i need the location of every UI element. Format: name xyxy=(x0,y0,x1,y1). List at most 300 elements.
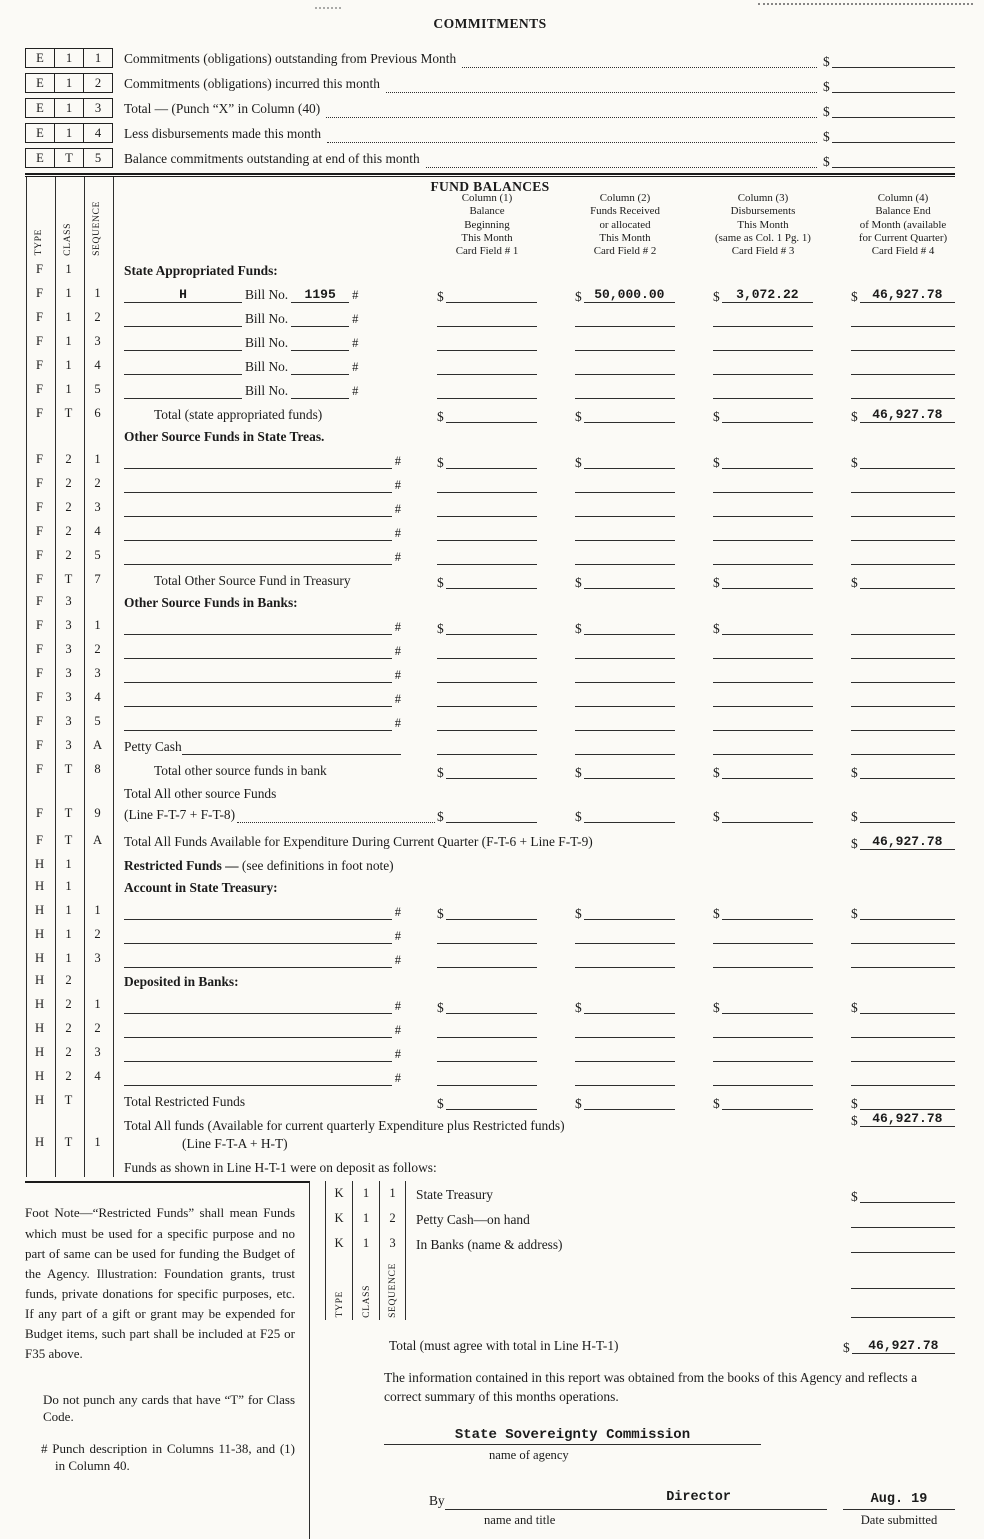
punch-hash: # xyxy=(352,312,359,327)
code-cell: H xyxy=(34,857,45,872)
deposit-label xyxy=(406,1256,851,1320)
dollar-sign: $ xyxy=(851,455,858,471)
code-cell: 1 xyxy=(65,286,72,301)
fill-line[interactable] xyxy=(832,53,955,68)
amount-cell xyxy=(851,740,955,755)
fill-line[interactable] xyxy=(860,454,955,469)
fill-line[interactable] xyxy=(851,478,955,493)
fill-line[interactable] xyxy=(584,808,675,823)
amount-cell xyxy=(851,999,955,1014)
fill-line[interactable] xyxy=(713,668,813,683)
row-description xyxy=(112,502,437,517)
blank-entry-line[interactable] xyxy=(124,954,392,968)
fill-line[interactable] xyxy=(575,1047,675,1062)
code-cell: 5 xyxy=(94,714,101,729)
bill-number-line[interactable] xyxy=(291,385,349,399)
row-description xyxy=(112,880,437,896)
fill-line[interactable] xyxy=(713,336,813,351)
fund-row xyxy=(25,1111,955,1153)
fill-line[interactable] xyxy=(832,103,955,118)
code-cell: 4 xyxy=(94,524,101,539)
fill-line[interactable] xyxy=(584,574,675,589)
row-description xyxy=(112,1023,437,1038)
fill-line[interactable] xyxy=(575,953,675,968)
blank-entry-line[interactable] xyxy=(124,503,392,517)
code-cell: 1 xyxy=(54,98,84,118)
fill-line[interactable] xyxy=(437,526,537,541)
fill-line[interactable] xyxy=(851,502,955,517)
agency-name-value: State Sovereignty Commission xyxy=(454,1426,691,1443)
blank-entry-line[interactable] xyxy=(124,645,392,659)
fill-line[interactable] xyxy=(584,620,675,635)
fill-line[interactable] xyxy=(713,478,813,493)
fill-line[interactable] xyxy=(722,808,813,823)
fill-line[interactable] xyxy=(437,550,537,565)
fill-line[interactable] xyxy=(437,502,537,517)
fill-line[interactable] xyxy=(851,1047,955,1062)
code-cell: 1 xyxy=(94,997,101,1012)
amount-cell xyxy=(713,1095,851,1110)
blank-entry-line[interactable] xyxy=(124,527,392,541)
amount-cell xyxy=(713,360,851,375)
fill-line[interactable] xyxy=(851,620,955,635)
fill-line[interactable] xyxy=(575,740,675,755)
code-cell: E xyxy=(25,73,55,93)
amount-cell xyxy=(851,384,955,399)
fill-line[interactable] xyxy=(437,716,537,731)
fill-line[interactable] xyxy=(851,929,955,944)
fill-line[interactable] xyxy=(851,550,955,565)
fill-line[interactable] xyxy=(851,1289,955,1318)
fill-line[interactable] xyxy=(575,384,675,399)
fill-line[interactable] xyxy=(584,764,675,779)
punch-hash: # xyxy=(394,905,401,920)
footnote-box xyxy=(25,1181,310,1539)
code-cell xyxy=(54,1174,83,1176)
dollar-sign: $ xyxy=(437,765,444,781)
fill-line[interactable] xyxy=(851,953,955,968)
fill-line[interactable] xyxy=(575,1071,675,1086)
fill-line[interactable] xyxy=(437,384,537,399)
code-cell: H xyxy=(34,1135,45,1150)
blank-entry-line[interactable] xyxy=(182,741,401,755)
fill-line[interactable] xyxy=(575,478,675,493)
fill-line[interactable] xyxy=(584,1095,675,1110)
amount-cell xyxy=(575,502,713,517)
fill-line[interactable] xyxy=(446,905,537,920)
punch-hash: # xyxy=(394,502,401,517)
fill-line[interactable] xyxy=(575,929,675,944)
fill-line[interactable] xyxy=(852,1339,955,1354)
fill-line[interactable] xyxy=(860,835,955,850)
dollar-sign: $ xyxy=(437,455,444,471)
fund-row xyxy=(25,756,955,780)
fill-line[interactable] xyxy=(860,764,955,779)
code-cell: 4 xyxy=(83,123,113,143)
fill-line[interactable] xyxy=(851,336,955,351)
bill-number-line[interactable] xyxy=(291,337,349,351)
row-description xyxy=(112,478,437,493)
bill-prefix-line[interactable] xyxy=(124,313,242,327)
fill-line[interactable] xyxy=(832,78,955,93)
amount-cell xyxy=(437,312,575,327)
fill-line[interactable] xyxy=(713,1023,813,1038)
deposit-row xyxy=(318,1231,955,1256)
fill-line[interactable] xyxy=(722,574,813,589)
amount-cell xyxy=(851,668,955,683)
code-cell: 5 xyxy=(94,382,101,397)
code-cell: H xyxy=(34,973,45,988)
amount-cell xyxy=(713,716,851,731)
column-header-line: This Month xyxy=(599,231,651,244)
amount-cell xyxy=(851,1231,955,1256)
blank-entry-line[interactable] xyxy=(124,693,392,707)
code-cell: 2 xyxy=(65,1021,72,1036)
blank-entry-line[interactable] xyxy=(124,669,392,683)
row-description xyxy=(112,786,437,823)
fill-line[interactable] xyxy=(575,668,675,683)
typed-value: 46,927.78 xyxy=(872,834,943,850)
fill-line[interactable] xyxy=(584,905,675,920)
fill-line[interactable] xyxy=(575,550,675,565)
code-cell: 3 xyxy=(379,1231,406,1256)
fill-line[interactable] xyxy=(584,999,675,1014)
bill-no-label: Bill No. xyxy=(245,287,289,303)
axis-label: CLASS xyxy=(62,222,73,256)
amount-cell xyxy=(437,574,575,589)
fill-line[interactable] xyxy=(713,692,813,707)
code-cell: T xyxy=(64,833,73,848)
amount-cell xyxy=(713,550,851,565)
code-cell: H xyxy=(34,951,45,966)
fill-line[interactable] xyxy=(860,1188,955,1203)
amount-cell xyxy=(713,408,851,423)
fill-line[interactable] xyxy=(446,408,537,423)
blank-entry-line[interactable] xyxy=(124,1072,392,1086)
column-header-line: Card Field # 1 xyxy=(455,245,519,258)
fill-line[interactable] xyxy=(713,360,813,375)
amount-cell xyxy=(851,1112,955,1127)
commitment-row xyxy=(25,68,955,93)
amount-cell xyxy=(575,764,713,779)
fund-row xyxy=(25,945,955,969)
code-cell xyxy=(25,443,54,445)
amount-cell xyxy=(575,360,713,375)
fill-line[interactable] xyxy=(713,550,813,565)
code-cell: 2 xyxy=(94,476,101,491)
fill-line[interactable] xyxy=(851,1238,955,1253)
bill-prefix-line[interactable] xyxy=(124,361,242,375)
fill-line[interactable] xyxy=(722,620,813,635)
fill-line[interactable] xyxy=(860,1112,955,1127)
fill-line[interactable] xyxy=(713,312,813,327)
total-subrow xyxy=(124,807,437,823)
blank-entry-line[interactable] xyxy=(124,621,392,635)
fill-line[interactable] xyxy=(584,454,675,469)
fill-line[interactable] xyxy=(713,384,813,399)
fill-line[interactable] xyxy=(860,288,955,303)
amount-cell xyxy=(437,502,575,517)
row-description xyxy=(112,739,437,755)
fill-line[interactable] xyxy=(851,668,955,683)
code-cell: 5 xyxy=(83,148,113,168)
fill-line[interactable] xyxy=(860,408,955,423)
fill-line[interactable] xyxy=(446,999,537,1014)
fill-line[interactable] xyxy=(851,1213,955,1228)
fill-line[interactable] xyxy=(713,1071,813,1086)
blank-entry-line[interactable] xyxy=(124,1000,392,1014)
code-cell: 5 xyxy=(94,548,101,563)
amount-cell xyxy=(851,1206,955,1231)
fund-row xyxy=(25,1015,955,1039)
blank-entry-line[interactable] xyxy=(124,906,392,920)
fill-line[interactable] xyxy=(575,360,675,375)
date-submitted-value: Aug. 19 xyxy=(870,1491,928,1507)
dollar-sign: $ xyxy=(575,1000,582,1016)
blank-entry-line[interactable] xyxy=(124,455,392,469)
deposit-total-label: Total (must agree with total in Line H-T-1) xyxy=(389,1338,619,1354)
amount-cell xyxy=(575,929,713,944)
fill-line[interactable] xyxy=(860,1095,955,1110)
fill-line[interactable] xyxy=(851,384,955,399)
fill-line[interactable] xyxy=(851,644,955,659)
amount-cell xyxy=(575,454,713,469)
fill-line[interactable] xyxy=(851,692,955,707)
row-description xyxy=(112,1071,437,1086)
fill-line[interactable] xyxy=(713,644,813,659)
fill-line[interactable] xyxy=(713,953,813,968)
fill-line[interactable] xyxy=(575,716,675,731)
fill-line[interactable] xyxy=(437,1071,537,1086)
punch-hash: # xyxy=(352,336,359,351)
commitments-title: COMMITMENTS xyxy=(433,16,547,31)
code-cell xyxy=(25,1174,54,1176)
row-description xyxy=(112,858,437,874)
code-cell: 1 xyxy=(65,334,72,349)
amount-cell xyxy=(851,574,955,589)
code-cell: 3 xyxy=(65,738,72,753)
code-cell: 2 xyxy=(94,927,101,942)
fund-table-body xyxy=(25,258,955,1177)
bill-prefix-line[interactable] xyxy=(124,385,242,399)
total-sublabel: (Line F-T-A + H-T) xyxy=(182,1136,288,1152)
code-cell xyxy=(83,1108,112,1110)
amount-cell xyxy=(575,953,713,968)
dollar-sign: $ xyxy=(575,289,582,305)
amount-cell xyxy=(713,288,851,303)
fill-line[interactable] xyxy=(437,1047,537,1062)
blank-entry-line[interactable] xyxy=(124,1048,392,1062)
amount-cell xyxy=(713,999,851,1014)
deposit-and-signature xyxy=(310,1181,955,1539)
row-description xyxy=(112,905,437,920)
blank-entry-line[interactable] xyxy=(124,1024,392,1038)
fill-line[interactable] xyxy=(437,644,537,659)
fill-line[interactable] xyxy=(851,360,955,375)
code-cells xyxy=(25,73,112,93)
blank-entry-line[interactable] xyxy=(124,551,392,565)
fund-row xyxy=(25,446,955,470)
fill-line[interactable] xyxy=(722,764,813,779)
code-cell: 3 xyxy=(65,714,72,729)
fill-line[interactable] xyxy=(575,502,675,517)
fill-line[interactable] xyxy=(575,1023,675,1038)
code-cell: 2 xyxy=(379,1206,406,1231)
commitment-label: Commitments (obligations) incurred this month xyxy=(124,76,380,91)
dollar-sign: $ xyxy=(437,409,444,425)
fill-line[interactable] xyxy=(437,336,537,351)
fill-line[interactable] xyxy=(575,526,675,541)
column-header-line: Balance End xyxy=(875,205,931,218)
fill-line[interactable] xyxy=(437,360,537,375)
fill-line[interactable] xyxy=(446,1095,537,1110)
column-header-line: for Current Quarter) xyxy=(858,231,948,244)
bill-prefix-line[interactable] xyxy=(124,289,242,303)
fill-line[interactable] xyxy=(832,153,955,168)
blank-entry-line[interactable] xyxy=(124,479,392,493)
code-cell: E xyxy=(25,148,55,168)
fill-line[interactable] xyxy=(437,1023,537,1038)
fill-line[interactable] xyxy=(851,1071,955,1086)
deposit-row xyxy=(318,1206,955,1231)
fill-line[interactable] xyxy=(575,312,675,327)
code-cell: T xyxy=(54,148,84,168)
fill-line[interactable] xyxy=(860,574,955,589)
amount-cell xyxy=(575,336,713,351)
fill-line[interactable] xyxy=(713,740,813,755)
code-cell: 2 xyxy=(65,1069,72,1084)
fill-line[interactable] xyxy=(722,999,813,1014)
code-cell: 1 xyxy=(65,262,72,277)
fill-line[interactable] xyxy=(722,408,813,423)
blank-entry-line[interactable] xyxy=(124,717,392,731)
fill-line[interactable] xyxy=(851,1023,955,1038)
bill-number-line[interactable] xyxy=(291,289,349,303)
amount-cell xyxy=(575,1095,713,1110)
bill-prefix-line[interactable] xyxy=(124,337,242,351)
bill-number-line[interactable] xyxy=(291,313,349,327)
section-heading-note: (see definitions in foot note) xyxy=(238,858,394,874)
fill-line[interactable] xyxy=(722,905,813,920)
fill-line[interactable] xyxy=(584,408,675,423)
date-submitted-field[interactable] xyxy=(843,1490,955,1511)
row-description xyxy=(112,668,437,683)
certification-text: The information contained in this report was obtained from the books of this Agency and reflects a correct summary of this months operations. xyxy=(384,1370,918,1404)
code-cell: 3 xyxy=(94,334,101,349)
dollar-sign: $ xyxy=(575,809,582,825)
commitment-label: Balance commitments outstanding at end of this month xyxy=(124,151,420,166)
fund-row xyxy=(25,424,955,446)
fill-line[interactable] xyxy=(722,454,813,469)
amount-cell xyxy=(713,929,851,944)
fill-line[interactable] xyxy=(437,312,537,327)
fill-line[interactable] xyxy=(860,999,955,1014)
fund-row xyxy=(25,400,955,424)
fill-line[interactable] xyxy=(437,692,537,707)
footnote-text: Foot Note—“Restricted Funds” shall mean Funds which must be used for a specific purpose and no part of same can be used for funding the Budget of the Agency. Illustration: Foundation grants, trust funds, private donations for specific purposes, etc. If any part of a gift or grant may be expended for Budget items, such part shall be included at F25 or F35 above. xyxy=(25,1205,295,1362)
fill-line[interactable] xyxy=(851,740,955,755)
code-cell: 1 xyxy=(65,903,72,918)
amount-cell xyxy=(713,384,851,399)
fill-line[interactable] xyxy=(851,716,955,731)
code-cell: A xyxy=(92,738,103,753)
fill-line[interactable] xyxy=(722,1095,813,1110)
row-description xyxy=(112,383,437,399)
fill-line[interactable] xyxy=(722,288,813,303)
fill-line[interactable] xyxy=(446,454,537,469)
fill-line[interactable] xyxy=(437,740,537,755)
fill-line[interactable] xyxy=(437,668,537,683)
dotted-leader xyxy=(462,54,817,68)
amount-cell xyxy=(851,288,955,303)
fill-line[interactable] xyxy=(713,929,813,944)
dollar-sign: $ xyxy=(713,289,720,305)
fill-line[interactable] xyxy=(851,312,955,327)
amount-cell xyxy=(437,620,575,635)
fill-line[interactable] xyxy=(713,526,813,541)
bill-number-line[interactable] xyxy=(291,361,349,375)
fill-line[interactable] xyxy=(713,1047,813,1062)
fill-line[interactable] xyxy=(575,336,675,351)
fill-line[interactable] xyxy=(437,953,537,968)
dollar-sign: $ xyxy=(713,809,720,825)
amount-cell xyxy=(851,692,955,707)
amount-cell xyxy=(851,929,955,944)
amount-cell xyxy=(437,1071,575,1086)
fill-line[interactable] xyxy=(713,716,813,731)
fill-line[interactable] xyxy=(437,478,537,493)
fill-line[interactable] xyxy=(437,929,537,944)
fill-line[interactable] xyxy=(446,808,537,823)
fill-line[interactable] xyxy=(446,620,537,635)
amount-cell xyxy=(437,716,575,731)
row-description xyxy=(112,620,437,635)
fill-line[interactable] xyxy=(575,692,675,707)
fill-line[interactable] xyxy=(860,808,955,823)
fill-line[interactable] xyxy=(860,905,955,920)
signature-row xyxy=(429,1490,955,1511)
amount-cell xyxy=(851,1023,955,1038)
amount-cell xyxy=(437,384,575,399)
code-cell: F xyxy=(35,358,43,373)
deposit-label: Petty Cash—on hand xyxy=(416,1212,530,1228)
code-cell: 1 xyxy=(352,1181,379,1206)
fill-line[interactable] xyxy=(446,288,537,303)
deposit-row xyxy=(318,1181,955,1206)
axis-cell-wrap xyxy=(379,1256,406,1320)
fill-line[interactable] xyxy=(446,764,537,779)
fill-line[interactable] xyxy=(575,644,675,659)
fill-line[interactable] xyxy=(446,574,537,589)
agency-name-field[interactable] xyxy=(384,1426,761,1445)
fill-line[interactable] xyxy=(832,128,955,143)
amount-cell xyxy=(713,905,851,920)
blank-entry-line[interactable] xyxy=(124,930,392,944)
dotted-leader xyxy=(326,104,817,118)
amount-cell xyxy=(437,408,575,423)
amount-cell xyxy=(823,128,955,143)
fund-row xyxy=(25,304,955,328)
fill-line[interactable] xyxy=(851,526,955,541)
fill-line[interactable] xyxy=(584,288,675,303)
signature-field[interactable] xyxy=(445,1492,827,1510)
amount-cell xyxy=(575,740,713,755)
column-header-line: Card Field # 4 xyxy=(871,245,935,258)
fund-row xyxy=(25,1039,955,1063)
fill-line[interactable] xyxy=(713,502,813,517)
dollar-sign: $ xyxy=(851,409,858,425)
fill-line[interactable] xyxy=(851,1260,955,1289)
